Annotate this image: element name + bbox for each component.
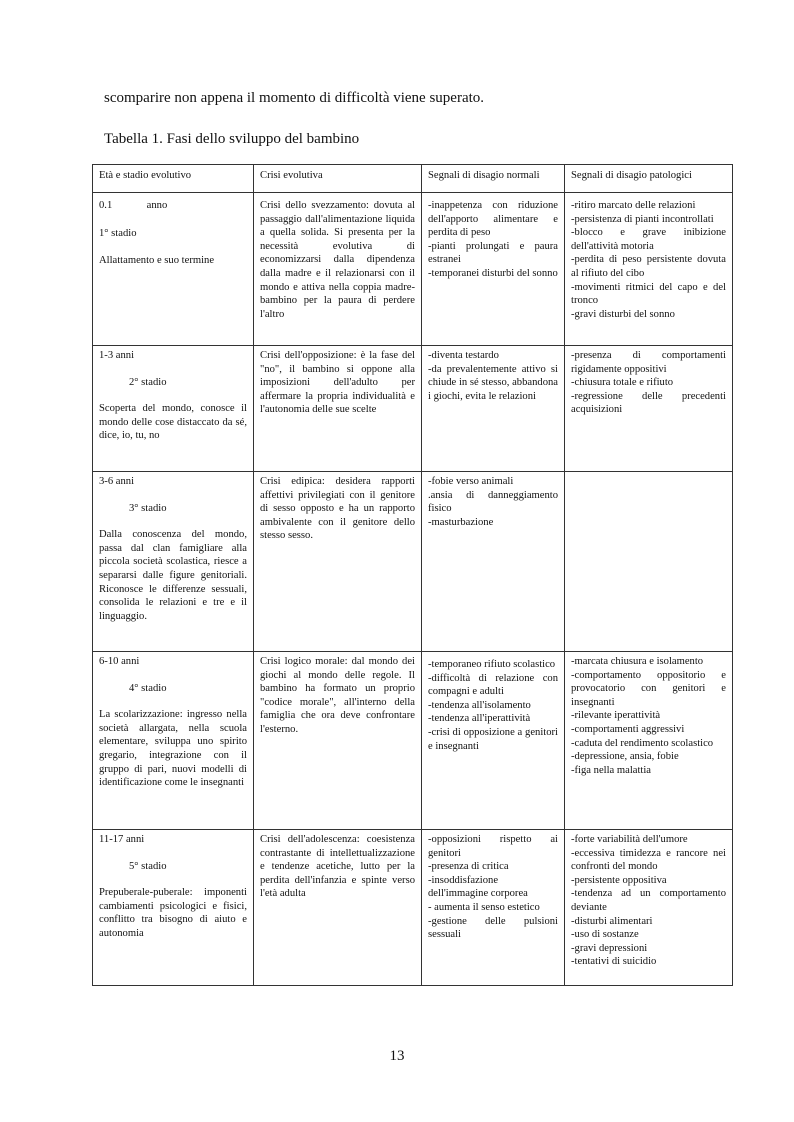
- crisis-cell: Crisi dell'adolescenza: coesistenza contrastante di intellettualizzazione e tendenze acetiche, lutto per la perdita dell'infanzia e spinte verso l'età adulta: [254, 830, 422, 986]
- pathological-signal-item: -comportamento oppositorio e provocatorio con genitori e insegnanti: [571, 669, 726, 708]
- pathological-signal-item: -blocco e grave inibizione dell'attività motoria: [571, 227, 726, 252]
- pathological-signals-cell: [565, 830, 733, 986]
- table-caption: Tabella 1. Fasi dello sviluppo del bambino: [104, 131, 360, 147]
- normal-signal-item: -pianti prolungati e paura estranei: [428, 240, 558, 266]
- stage-label: 3° stadio: [129, 502, 167, 514]
- intro-paragraph: scomparire non appena il momento di difficoltà viene superato.: [104, 90, 485, 106]
- pathological-signal-item: -perdita di peso persistente dovuta al rifiuto del cibo: [571, 254, 726, 279]
- pathological-signal-item: -figa nella malattia: [571, 764, 652, 776]
- pathological-signal-item: -gravi disturbi del sonno: [571, 308, 675, 320]
- crisis-cell: Crisi logico morale: dal mondo dei giochi al mondo delle regole. Il bambino ha formato un proprio "codice morale", all'interno della famiglia che ora deve confrontare l'esterno.: [254, 652, 422, 830]
- pathological-signal-item: -tendenza ad un comportamento deviante: [571, 888, 726, 913]
- pathological-signal-item: -persistente oppositiva: [571, 874, 667, 886]
- normal-signals-cell: [422, 652, 565, 830]
- normal-signal-item: -insoddisfazione dell'immagine corporea: [428, 874, 528, 900]
- age-label: 6-10 anni: [99, 656, 140, 667]
- pathological-signal-item: -depressione, ansia, fobie: [571, 751, 679, 763]
- stage-description: Prepuberale-puberale: imponenti cambiamenti psicologici e fisici, conflitto tra bisogno di aiuto e autonomia: [99, 887, 247, 939]
- age-label: 1-3 anni: [99, 350, 135, 361]
- normal-signal-item: -gestione delle pulsioni sessuali: [428, 915, 558, 941]
- stage-description: Allattamento e suo termine: [99, 255, 215, 267]
- stage-label: 1° stadio: [99, 227, 137, 239]
- pathological-signal-item: -chiusura totale e rifiuto: [571, 377, 674, 389]
- table-row: [93, 346, 733, 472]
- stage-description: Scoperta del mondo, conosce il mondo delle cose distaccato da sé, dice, io, tu, no: [99, 403, 247, 442]
- stage-description: La scolarizzazione: ingresso nella società allargata, nella scuola elementare, sviluppa uno spirito gregario, integrazione con il gruppo di pari, nuovi modelli di identificazione come le insegnanti: [99, 709, 247, 789]
- age-stage-cell: [93, 346, 254, 472]
- page-number: 13: [389, 1048, 405, 1064]
- stage-description: Dalla conoscenza del mondo, passa dal clan famigliare alla piccola società scolastica, riesce a separarsi dalle figure genitoriali. Riconosce le differenze sessuali, consolida le relazioni e tre e il linguaggio.: [99, 529, 247, 622]
- pathological-signal-item: -disturbi alimentari: [571, 915, 653, 927]
- age-stage-cell: [93, 830, 254, 986]
- pathological-signal-item: -marcata chiusura e isolamento: [571, 656, 704, 667]
- pathological-signal-item: -gravi depressioni: [571, 942, 648, 954]
- pathological-signal-item: -comportamenti aggressivi: [571, 723, 685, 735]
- normal-signal-item: -tendenza all'iperattività: [428, 713, 531, 725]
- crisis-cell: Crisi dell'opposizione: è la fase del "no", il bambino si oppone alla imposizioni dell'adulto per affermare la propria individualità e l'autonomia delle sue scelte: [254, 346, 422, 472]
- pathological-signal-item: -ritiro marcato delle relazioni: [571, 200, 696, 211]
- age-stage-cell: [93, 472, 254, 652]
- normal-signal-item: -masturbazione: [428, 516, 494, 528]
- pathological-signal-item: -forte variabilità dell'umore: [571, 834, 688, 845]
- development-phases-table: [92, 164, 733, 986]
- pathological-signal-item: -presenza di comportamenti rigidamente oppositivi: [571, 350, 726, 375]
- age-label: 3-6 anni: [99, 476, 135, 487]
- normal-signal-item: -fobie verso animali: [428, 476, 514, 487]
- normal-signal-item: -da prevalentemente attivo si chiude in sé stesso, abbandona i giochi, evita le relazioni: [428, 363, 558, 402]
- normal-signal-item: -presenza di critica: [428, 861, 509, 873]
- normal-signal-item: -opposizioni rispetto ai genitori: [428, 834, 558, 859]
- normal-signal-item: -difficoltà di relazione con compagni e adulti: [428, 672, 558, 698]
- header-crisis: Crisi evolutiva: [254, 165, 422, 193]
- table-row: [93, 193, 733, 346]
- normal-signal-item: -diventa testardo: [428, 350, 499, 361]
- age-label: 11-17 anni: [99, 834, 145, 845]
- normal-signal-item: -temporaneo rifiuto scolastico: [428, 659, 556, 670]
- header-age-stage: Età e stadio evolutivo: [93, 165, 254, 193]
- pathological-signal-item: -caduta del rendimento scolastico: [571, 737, 714, 749]
- age-stage-cell: [93, 652, 254, 830]
- pathological-signals-cell: [565, 652, 733, 830]
- stage-label: 5° stadio: [129, 860, 167, 872]
- age-label: 0.1 anno: [99, 200, 168, 211]
- normal-signals-cell: [422, 346, 565, 472]
- normal-signals-cell: [422, 472, 565, 652]
- stage-label: 4° stadio: [129, 682, 167, 694]
- pathological-signal-item: -eccessiva timidezza e rancore nei confronti del mondo: [571, 847, 726, 873]
- crisis-cell: Crisi dello svezzamento: dovuta al passaggio dall'alimentazione liquida a quella solida. Si presenta per la necessità evolutiva di economizzarsi dalla dipendenza dalla madre e il relazionarsi con il mondo e attiva nella coppia madre-bambino per la paura di perdere l'altro: [254, 193, 422, 346]
- pathological-signals-cell: [565, 472, 733, 652]
- normal-signal-item: -crisi di opposizione a genitori e insegnanti: [428, 726, 558, 752]
- pathological-signal-item: -persistenza di pianti incontrollati: [571, 213, 714, 225]
- header-pathological-signals: Segnali di disagio patologici: [565, 165, 733, 193]
- pathological-signals-cell: [565, 346, 733, 472]
- pathological-signal-item: -movimenti ritmici del capo e del tronco: [571, 281, 726, 307]
- pathological-signal-item: -uso di sostanze: [571, 929, 639, 941]
- pathological-signal-item: -regressione delle precedenti acquisizioni: [571, 390, 726, 416]
- normal-signal-item: -tendenza all'isolamento: [428, 699, 531, 711]
- pathological-signals-cell: [565, 193, 733, 346]
- normal-signal-item: .ansia di danneggiamento fisico: [428, 489, 558, 515]
- stage-label: 2° stadio: [129, 376, 167, 388]
- header-normal-signals: Segnali di disagio normali: [422, 165, 565, 193]
- pathological-signal-item: -tentativi di suicidio: [571, 956, 657, 968]
- table-row: [93, 472, 733, 652]
- age-stage-cell: [93, 193, 254, 346]
- normal-signals-cell: [422, 193, 565, 346]
- crisis-cell: Crisi edipica: desidera rapporti affettivi privilegiati con il genitore di sesso opposto e ha un rapporto ambivalente con il genitore dello stesso sesso.: [254, 472, 422, 652]
- table-row: [93, 830, 733, 986]
- normal-signal-item: -temporanei disturbi del sonno: [428, 267, 558, 279]
- normal-signals-cell: [422, 830, 565, 986]
- pathological-signal-item: -rilevante iperattività: [571, 710, 661, 722]
- table-row: [93, 652, 733, 830]
- table-header-row: [93, 165, 733, 193]
- normal-signal-item: -inappetenza con riduzione dell'apporto alimentare e perdita di peso: [428, 200, 558, 239]
- normal-signal-item: - aumenta il senso estetico: [428, 901, 540, 913]
